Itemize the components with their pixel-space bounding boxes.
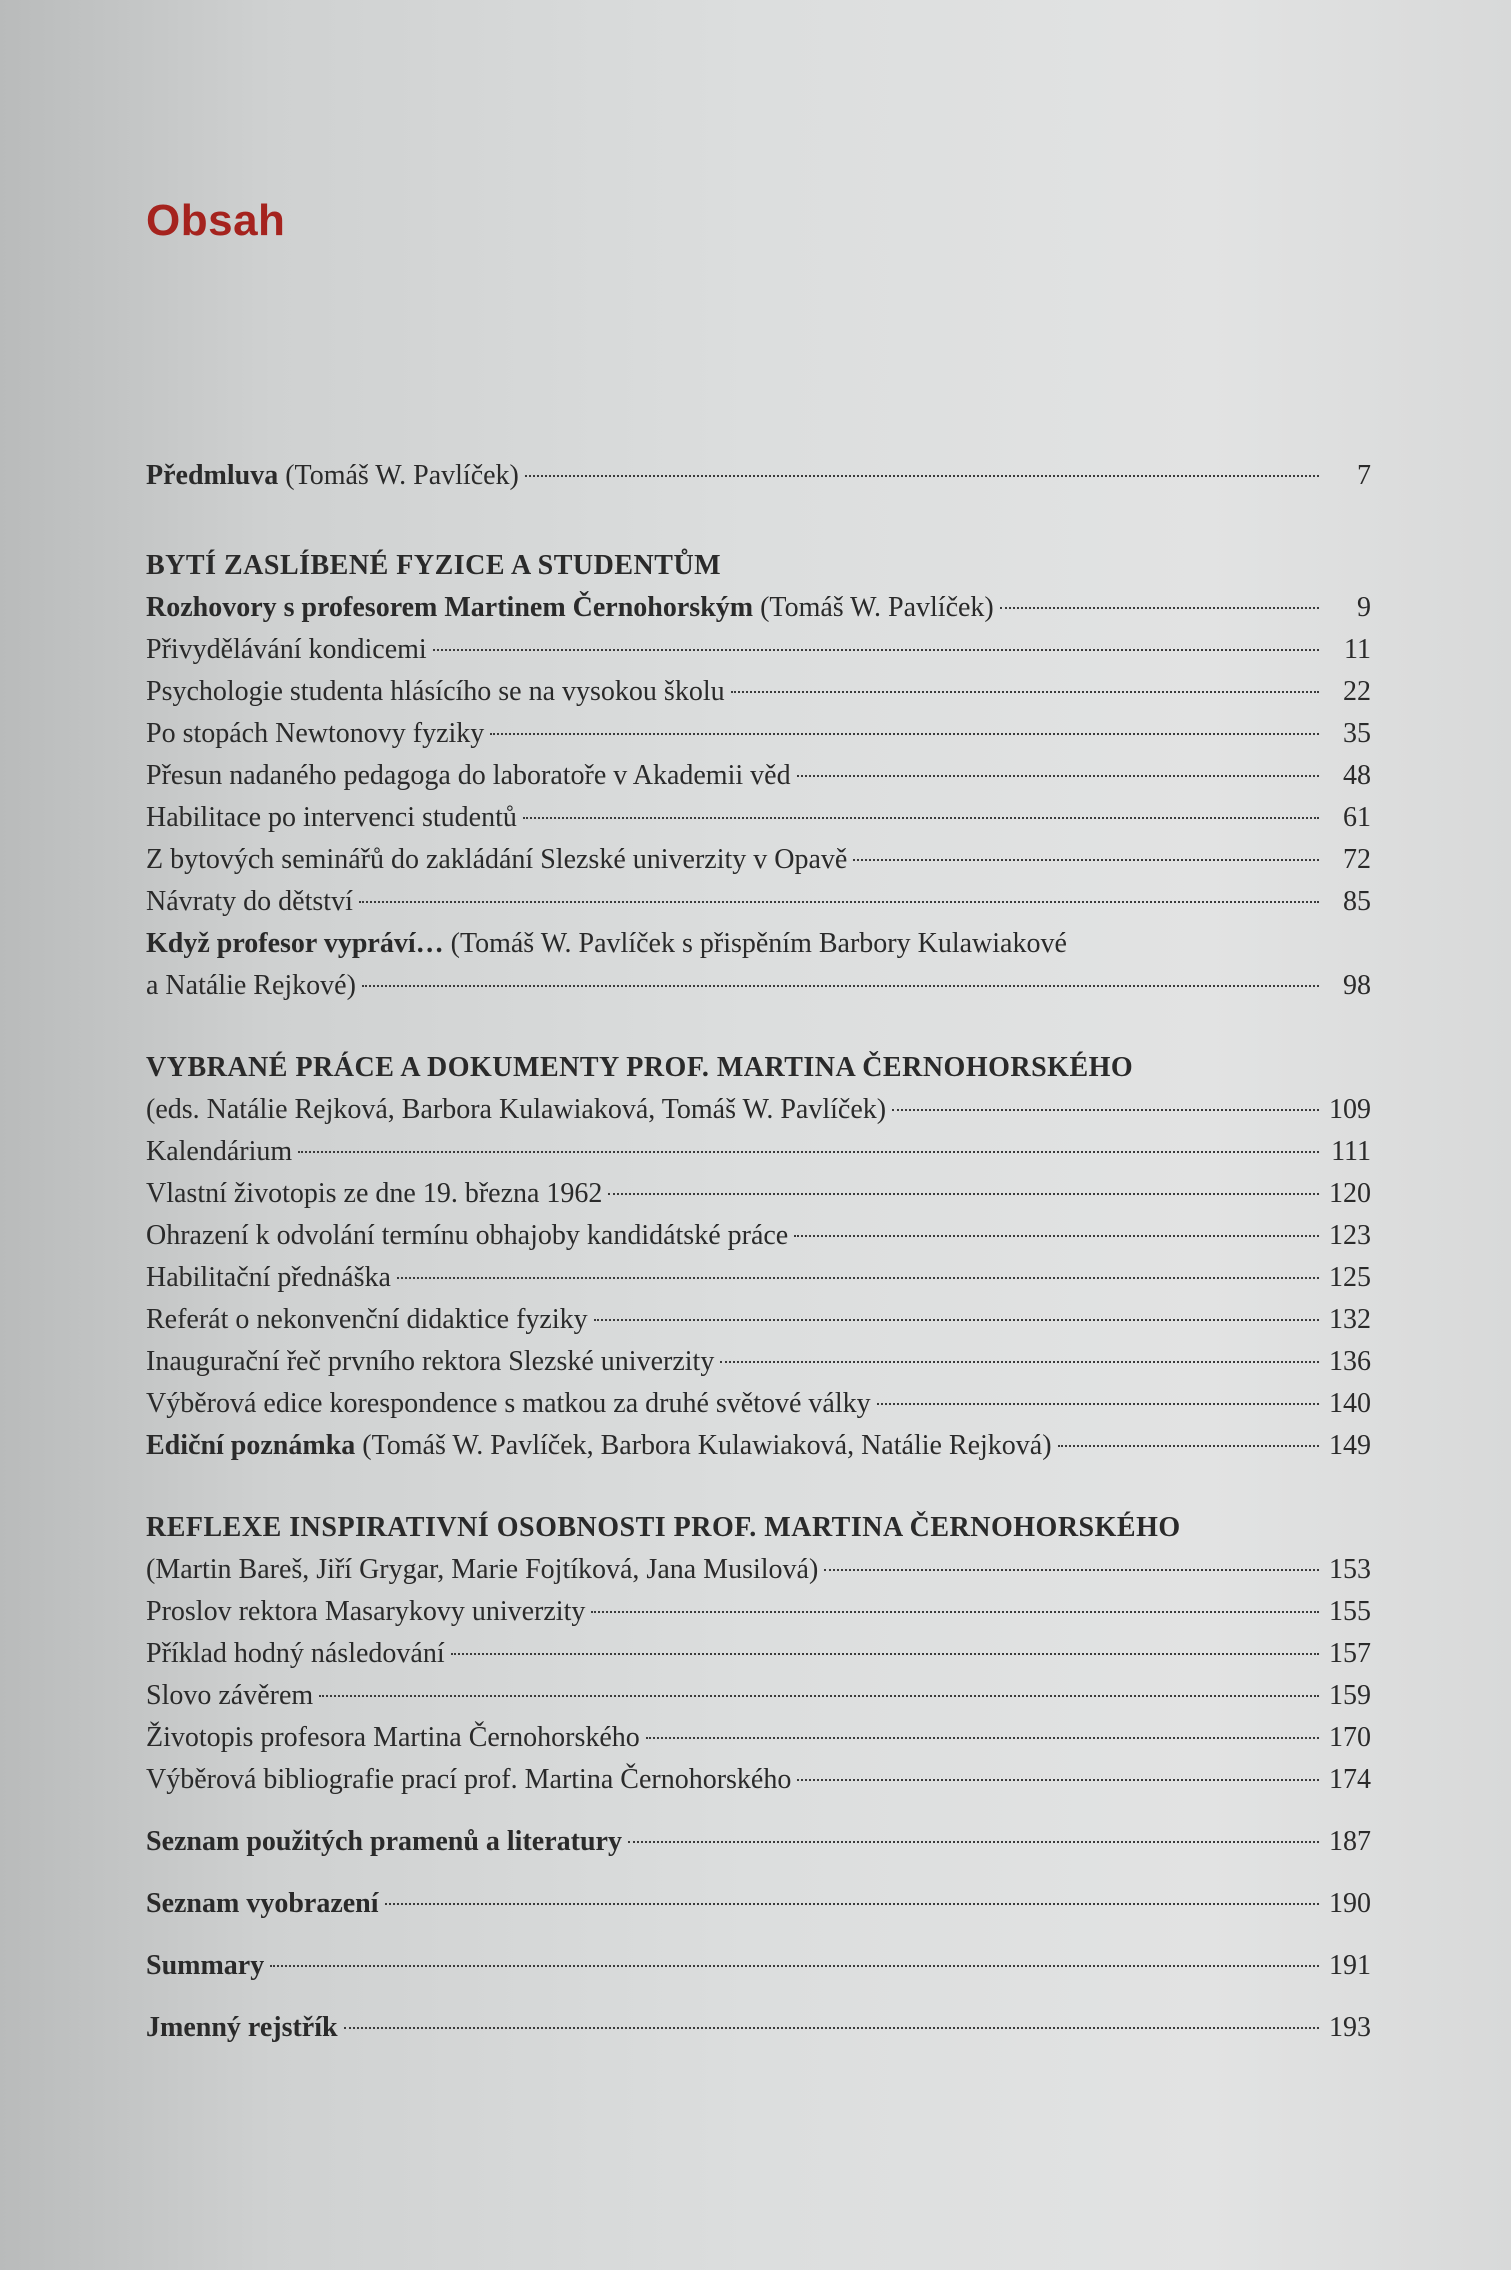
entry-title: Slovo závěrem bbox=[146, 1680, 314, 1711]
page-number: 98 bbox=[1343, 970, 1371, 1001]
entry-title: Návraty do dětství bbox=[146, 886, 353, 917]
dot-leader bbox=[797, 1779, 1319, 1781]
dot-leader bbox=[270, 1965, 1319, 1967]
page-number: 157 bbox=[1329, 1638, 1371, 1669]
page-number: 7 bbox=[1357, 460, 1371, 491]
dot-leader bbox=[1058, 1445, 1319, 1447]
section-heading-part3: REFLEXE INSPIRATIVNÍ OSOBNOSTI PROF. MARTINA ČERNOHORSKÉHO bbox=[146, 1512, 1181, 1543]
toc-entry bbox=[146, 1633, 1371, 1675]
toc-entry-index bbox=[146, 2007, 1371, 2049]
page-title: Obsah bbox=[146, 196, 286, 245]
entry-title: Summary bbox=[146, 1950, 265, 1981]
dot-leader bbox=[298, 1151, 1319, 1153]
page-number: 111 bbox=[1331, 1136, 1371, 1167]
section-heading-part1: BYTÍ ZASLÍBENÉ FYZICE A STUDENTŮM bbox=[146, 550, 722, 581]
page-number: 193 bbox=[1329, 2012, 1371, 2043]
toc-entry bbox=[146, 629, 1371, 671]
toc-entry bbox=[146, 1173, 1371, 1215]
toc-entry bbox=[146, 755, 1371, 797]
toc-entry bbox=[146, 1717, 1371, 1759]
dot-leader bbox=[385, 1903, 1319, 1905]
entry-title: Výběrová edice korespondence s matkou za druhé světové války bbox=[146, 1388, 871, 1419]
entry-title: Životopis profesora Martina Černohorského bbox=[146, 1722, 640, 1753]
dot-leader bbox=[319, 1695, 1319, 1697]
entry-author: (Tomáš W. Pavlíček) bbox=[753, 592, 994, 623]
dot-leader bbox=[877, 1403, 1319, 1405]
dot-leader bbox=[853, 859, 1319, 861]
dot-leader bbox=[490, 733, 1319, 735]
entry-title: Předmluva bbox=[146, 460, 279, 491]
page-number: 11 bbox=[1344, 634, 1371, 665]
page-number: 159 bbox=[1329, 1680, 1371, 1711]
dot-leader bbox=[523, 817, 1319, 819]
dot-leader bbox=[824, 1569, 1319, 1571]
page-number: 187 bbox=[1329, 1826, 1371, 1857]
entry-author: (Tomáš W. Pavlíček, Barbora Kulawiaková, Natálie Rejková) bbox=[355, 1430, 1052, 1461]
entry-title: Výběrová bibliografie prací prof. Martina Černohorského bbox=[146, 1764, 792, 1795]
entry-title: Když profesor vypráví… bbox=[146, 928, 444, 959]
toc-entry bbox=[146, 839, 1371, 881]
entry-title: Habilitace po intervenci studentů bbox=[146, 802, 517, 833]
dot-leader bbox=[720, 1361, 1319, 1363]
page-number: 153 bbox=[1329, 1554, 1371, 1585]
entry-editors: (eds. Natálie Rejková, Barbora Kulawiaková, Tomáš W. Pavlíček) bbox=[146, 1094, 887, 1125]
page-number: 149 bbox=[1329, 1430, 1371, 1461]
dot-leader bbox=[433, 649, 1319, 651]
page-number: 120 bbox=[1329, 1178, 1371, 1209]
toc-entry bbox=[146, 713, 1371, 755]
section-heading-part2: VYBRANÉ PRÁCE A DOKUMENTY PROF. MARTINA ČERNOHORSKÉHO bbox=[146, 1052, 1134, 1083]
dot-leader bbox=[892, 1109, 1319, 1111]
page-number: 190 bbox=[1329, 1888, 1371, 1919]
entry-title: Habilitační přednáška bbox=[146, 1262, 391, 1293]
page-number: 136 bbox=[1329, 1346, 1371, 1377]
entry-title: Ediční poznámka bbox=[146, 1430, 356, 1461]
page-number: 22 bbox=[1343, 676, 1371, 707]
dot-leader bbox=[794, 1235, 1319, 1237]
toc-entry bbox=[146, 1591, 1371, 1633]
toc-entry-summary bbox=[146, 1945, 1371, 1987]
page-number: 123 bbox=[1329, 1220, 1371, 1251]
dot-leader bbox=[1000, 607, 1319, 609]
page-number: 191 bbox=[1329, 1950, 1371, 1981]
entry-authors: (Martin Bareš, Jiří Grygar, Marie Fojtíková, Jana Musilová) bbox=[146, 1554, 819, 1585]
toc-entry bbox=[146, 881, 1371, 923]
entry-title: Psychologie studenta hlásícího se na vysokou školu bbox=[146, 676, 725, 707]
entry-author: (Tomáš W. Pavlíček) bbox=[278, 460, 519, 491]
entry-title: Příklad hodný následování bbox=[146, 1638, 445, 1669]
page-number: 140 bbox=[1329, 1388, 1371, 1419]
toc-entry bbox=[146, 671, 1371, 713]
toc-entry bbox=[146, 1759, 1371, 1801]
dot-leader bbox=[359, 901, 1319, 903]
toc-entry bbox=[146, 1425, 1371, 1467]
entry-title: Proslov rektora Masarykovy univerzity bbox=[146, 1596, 586, 1627]
toc-entry bbox=[146, 1383, 1371, 1425]
toc-entry-illustrations bbox=[146, 1883, 1371, 1925]
dot-leader bbox=[362, 985, 1319, 987]
toc-entry bbox=[146, 1215, 1371, 1257]
toc-entry bbox=[146, 797, 1371, 839]
page-number: 35 bbox=[1343, 718, 1371, 749]
page-number: 132 bbox=[1329, 1304, 1371, 1335]
dot-leader bbox=[608, 1193, 1319, 1195]
dot-leader bbox=[344, 2027, 1319, 2029]
entry-title: Jmenný rejstřík bbox=[146, 2012, 338, 2043]
entry-author: (Tomáš W. Pavlíček s přispěním Barbory Kulawiakové bbox=[443, 928, 1067, 959]
entry-title: Přivydělávání kondicemi bbox=[146, 634, 427, 665]
dot-leader bbox=[451, 1653, 1319, 1655]
page-number: 85 bbox=[1343, 886, 1371, 917]
page-number: 109 bbox=[1329, 1094, 1371, 1125]
page-number: 170 bbox=[1329, 1722, 1371, 1753]
entry-title: Ohrazení k odvolání termínu obhajoby kandidátské práce bbox=[146, 1220, 789, 1251]
entry-title: Po stopách Newtonovy fyziky bbox=[146, 718, 485, 749]
page-number: 155 bbox=[1329, 1596, 1371, 1627]
page-number: 125 bbox=[1329, 1262, 1371, 1293]
page-number: 9 bbox=[1357, 592, 1371, 623]
toc-entry-first-line bbox=[146, 923, 1371, 965]
dot-leader bbox=[397, 1277, 1319, 1279]
entry-title: Inaugurační řeč prvního rektora Slezské univerzity bbox=[146, 1346, 715, 1377]
entry-title: Z bytových seminářů do zakládání Slezské univerzity v Opavě bbox=[146, 844, 848, 875]
page-number: 48 bbox=[1343, 760, 1371, 791]
entry-title: Rozhovory s profesorem Martinem Černohorským bbox=[146, 592, 754, 623]
dot-leader bbox=[731, 691, 1319, 693]
toc-entry bbox=[146, 1131, 1371, 1173]
toc-entry bbox=[146, 1549, 1371, 1591]
page-number: 174 bbox=[1329, 1764, 1371, 1795]
toc-entry-preface bbox=[146, 455, 1371, 497]
toc-entry-sources bbox=[146, 1821, 1371, 1863]
entry-title: Vlastní životopis ze dne 19. března 1962 bbox=[146, 1178, 603, 1209]
dot-leader bbox=[594, 1319, 1319, 1321]
toc-entry bbox=[146, 1089, 1371, 1131]
entry-title: Referát o nekonvenční didaktice fyziky bbox=[146, 1304, 588, 1335]
dot-leader bbox=[525, 475, 1319, 477]
toc-entry bbox=[146, 1257, 1371, 1299]
dot-leader bbox=[797, 775, 1319, 777]
toc-entry bbox=[146, 587, 1371, 629]
table-of-contents bbox=[146, 455, 1371, 2049]
dot-leader bbox=[646, 1737, 1319, 1739]
entry-title: Přesun nadaného pedagoga do laboratoře v Akademii věd bbox=[146, 760, 791, 791]
dot-leader bbox=[591, 1611, 1319, 1613]
toc-entry bbox=[146, 1675, 1371, 1717]
toc-entry bbox=[146, 1299, 1371, 1341]
entry-title: Seznam použitých pramenů a literatury bbox=[146, 1826, 622, 1857]
toc-entry bbox=[146, 965, 1371, 1007]
entry-title: Kalendárium bbox=[146, 1136, 293, 1167]
page-number: 72 bbox=[1343, 844, 1371, 875]
page-number: 61 bbox=[1343, 802, 1371, 833]
toc-entry bbox=[146, 1341, 1371, 1383]
dot-leader bbox=[628, 1841, 1319, 1843]
entry-author-continued: a Natálie Rejkové) bbox=[146, 970, 356, 1001]
entry-title: Seznam vyobrazení bbox=[146, 1888, 379, 1919]
